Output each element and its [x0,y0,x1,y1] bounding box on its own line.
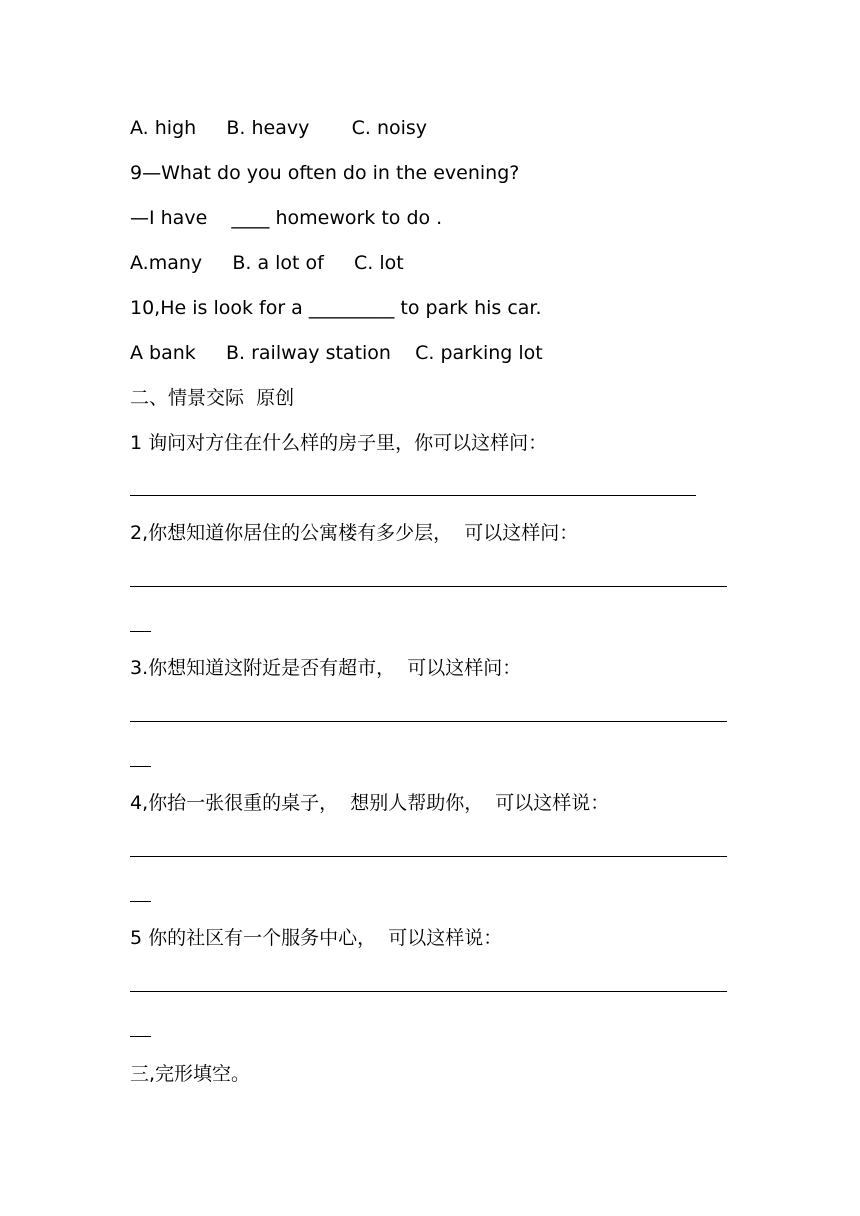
situation-5-prompt: 5 你的社区有一个服务中心， 可以这样说： [130,927,503,949]
q8-options: A. high B. heavy C. noisy [130,117,428,139]
situation-1-prompt: 1 询问对方住在什么样的房子里，你可以这样问： [130,432,548,454]
answer-line-1[interactable] [130,495,696,496]
q9-answer: —I have ____ homework to do . [130,207,443,229]
answer-line-2-tail [130,631,151,632]
q10-options: A bank B. railway station C. parking lot [130,342,543,364]
answer-line-4[interactable] [130,856,727,857]
section-3-title: 三,完形填空。 [130,1063,251,1085]
situation-2-prompt: 2,你想知道你居住的公寓楼有多少层， 可以这样问： [130,522,579,544]
answer-line-5-tail [130,1036,151,1037]
answer-line-4-tail [130,901,151,902]
answer-line-3[interactable] [130,721,727,722]
section-2-title: 二、情景交际 原创 [130,387,295,409]
answer-line-2[interactable] [130,586,727,587]
situation-4-prompt: 4,你抬一张很重的桌子， 想别人帮助你， 可以这样说： [130,792,610,814]
q9-options: A.many B. a lot of C. lot [130,252,404,274]
answer-line-3-tail [130,766,151,767]
q9-question: 9—What do you often do in the evening? [130,162,520,184]
situation-3-prompt: 3.你想知道这附近是否有超市， 可以这样问： [130,657,522,679]
q10-question: 10,He is look for a _________ to park his car. [130,297,542,319]
answer-line-5[interactable] [130,991,727,992]
